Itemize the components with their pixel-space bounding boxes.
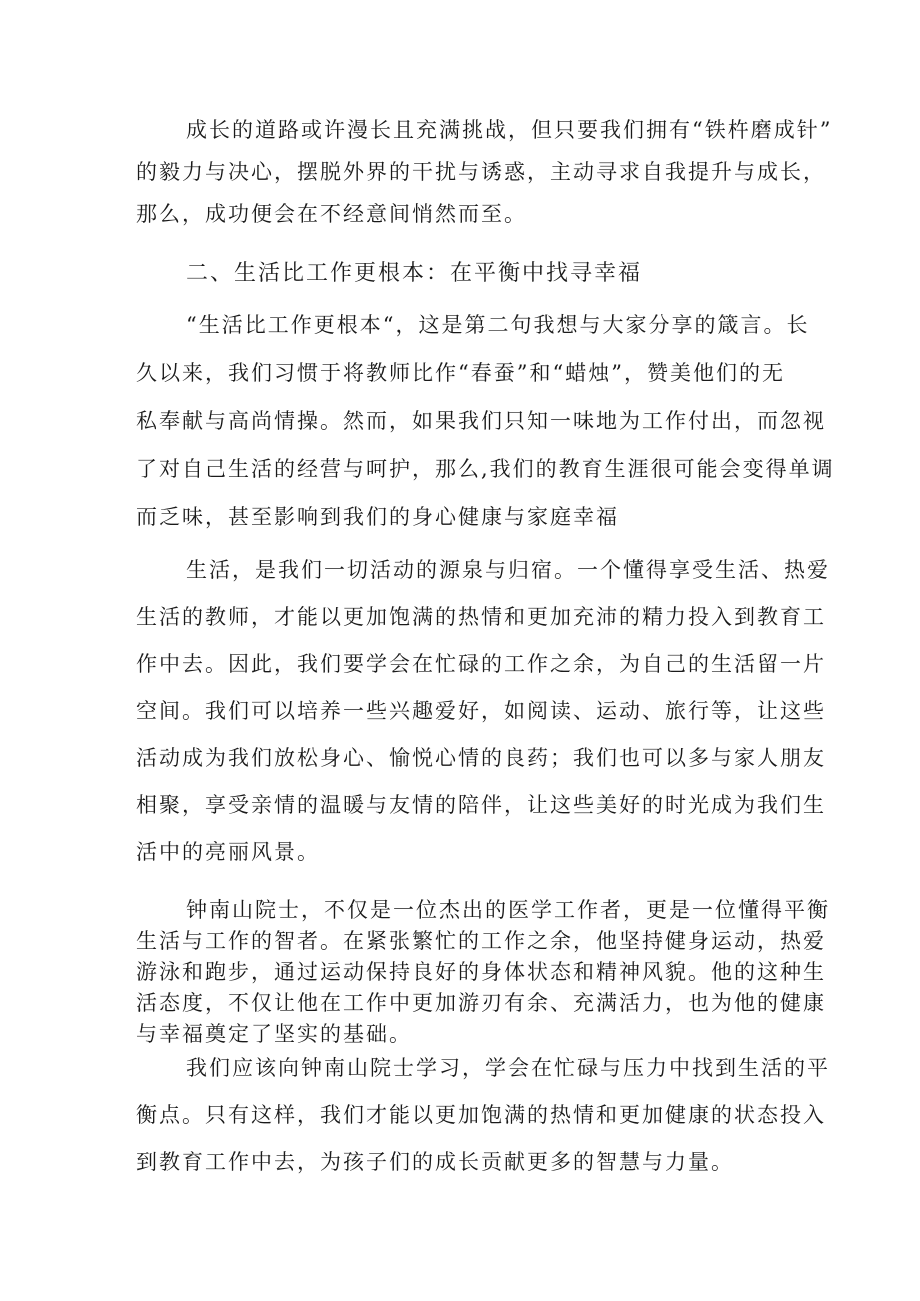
text-line: 游泳和跑步，通过运动保持良好的身体状态和精神风貌。他的这种生: [136, 960, 826, 984]
text-line: 私奉献与高尚情操。然而，如果我们只知一味地为工作付出，而忽视: [136, 409, 826, 433]
text-line: 了对自己生活的经营与呵护，那么,我们的教育生涯很可能会变得单调: [136, 457, 835, 481]
text-line: 生活，是我们一切活动的源泉与归宿。一个懂得享受生活、热爱: [186, 558, 830, 582]
text-line: 生活的教师，才能以更加饱满的热情和更加充沛的精力投入到教育工: [136, 605, 826, 629]
text-line: 而乏味，甚至影响到我们的身心健康与家庭幸福: [136, 505, 619, 529]
text-line: 那么，成功便会在不经意间悄然而至。: [136, 202, 527, 226]
text-line: 与幸福奠定了坚实的基础。: [136, 1022, 412, 1046]
text-line: 相聚，享受亲情的温暖与友情的陪伴，让这些美好的时光成为我们生: [136, 793, 826, 817]
text-line: 衡点。只有这样，我们才能以更加饱满的热情和更加健康的状态投入: [136, 1103, 826, 1127]
text-line: 空间。我们可以培养一些兴趣爱好，如阅读、运动、旅行等，让这些: [136, 699, 826, 723]
section-heading: [136, 263, 796, 285]
paragraph-zhong-nanshan: [136, 898, 830, 1046]
text-line: 久以来，我们习惯于将教师比作“春蚕”和“蜡烛”，赞美他们的无: [136, 361, 785, 385]
text-line: 的毅力与决心，摆脱外界的干扰与诱惑，主动寻求自我提升与成长，: [136, 160, 826, 184]
heading-line: 二、生活比工作更根本：在平衡中找寻幸福: [186, 261, 643, 286]
text-line: 到教育工作中去，为孩子们的成长贡献更多的智慧与力量。: [136, 1150, 734, 1174]
paragraph-growth: [136, 118, 833, 226]
text-line: 活动成为我们放松身心、愉悦心情的良药；我们也可以多与家人朋友: [136, 746, 826, 770]
text-line: 成长的道路或许漫长且充满挑战，但只要我们拥有“铁杵磨成针”: [186, 118, 833, 142]
text-line: 活态度，不仅让他在工作中更加游刃有余、充满活力，也为他的健康: [136, 991, 826, 1015]
text-line: “生活比工作更根本“，这是第二句我想与大家分享的箴言。长: [186, 313, 810, 337]
text-line: 活中的亮丽风景。: [136, 840, 320, 864]
paragraph-life-source: [136, 558, 830, 864]
text-line: 钟南山院士，不仅是一位杰出的医学工作者，更是一位懂得平衡: [186, 898, 830, 922]
text-line: 作中去。因此，我们要学会在忙碌的工作之余，为自己的生活留一片: [136, 652, 826, 676]
paragraph-learn-balance: [136, 1056, 830, 1174]
text-line: 生活与工作的智者。在紧张繁忙的工作之余，他坚持健身运动，热爱: [136, 929, 826, 953]
paragraph-life-vs-work: [136, 313, 835, 529]
text-line: 我们应该向钟南山院士学习，学会在忙碌与压力中找到生活的平: [186, 1056, 830, 1080]
